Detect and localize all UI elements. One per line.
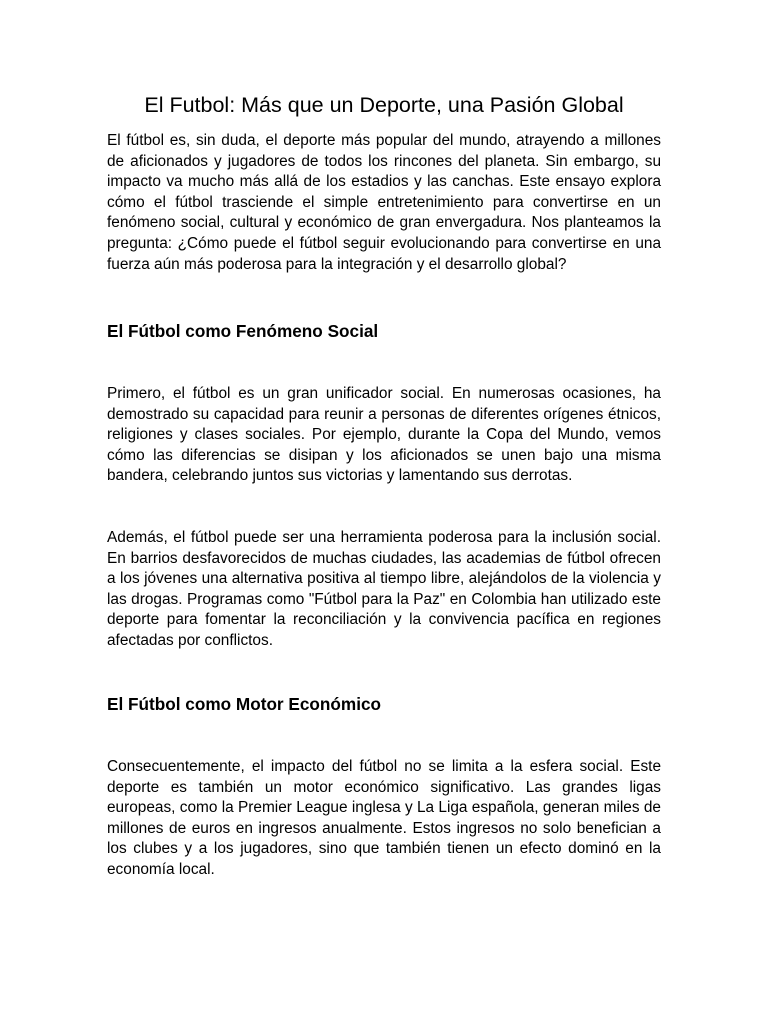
social-paragraph-inclusion: Además, el fútbol puede ser una herramienta poderosa para la inclusión social. En barrios desfavorecidos de muchas ciudades, las academias de fútbol ofrecen a los jóvenes una alternativa positiva al tiempo libre, alejándolos de la violencia y las drogas. Programas como "Fútbol para la Paz" en Colombia han utilizado este deporte para fomentar la reconciliación y la convivencia pacífica en regiones afectadas por conflictos. <box>107 529 661 649</box>
economic-paragraph: Consecuentemente, el impacto del fútbol no se limita a la esfera social. Este deporte es también un motor económico significativo. Las grandes ligas europeas, como la Premier League inglesa y La Liga española, generan miles de millones de euros en ingresos anualmente. Estos ingresos no solo benefician a los clubes y a los jugadores, sino que también tienen un efecto dominó en la economía local. <box>107 758 661 878</box>
section-heading-social: El Fútbol como Fenómeno Social <box>107 321 379 341</box>
document-title: El Futbol: Más que un Deporte, una Pasión Global <box>144 93 624 117</box>
section-heading-economic: El Fútbol como Motor Económico <box>107 694 382 714</box>
social-paragraph-unifier: Primero, el fútbol es un gran unificador social. En numerosas ocasiones, ha demostrado su capacidad para reunir a personas de diferentes orígenes étnicos, religiones y clases sociales. Por ejemplo, durante la Copa del Mundo, vemos cómo las diferencias se disipan y los aficionados se unen bajo una misma bandera, celebrando juntos sus victorias y lamentando sus derrotas. <box>107 385 661 485</box>
intro-paragraph: El fútbol es, sin duda, el deporte más popular del mundo, atrayendo a millones de aficionados y jugadores de todos los rincones del planeta. Sin embargo, su impacto va mucho más allá de los estadios y las canchas. Este ensayo explora cómo el fútbol trasciende el simple entretenimiento para convertirse en un fenómeno social, cultural y económico de gran envergadura. Nos planteamos la pregunta: ¿Cómo puede el fútbol seguir evolucionando para convertirse en una fuerza aún más poderosa para la integración y el desarrollo global? <box>107 132 661 273</box>
